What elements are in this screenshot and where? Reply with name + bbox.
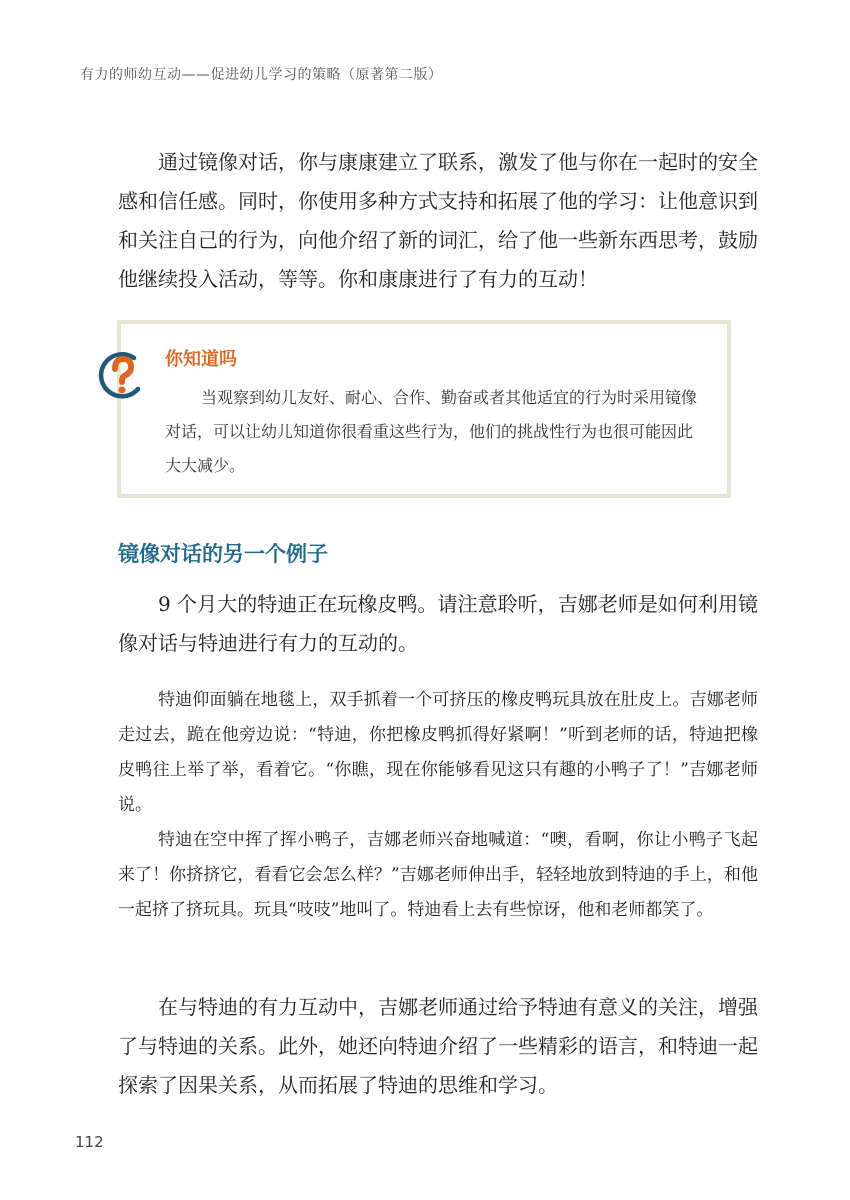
- question-mark-icon: [98, 349, 146, 403]
- callout-title: 你知道吗: [165, 349, 237, 370]
- story-paragraph: 特迪仰面躺在地毯上，双手抓着一个可挤压的橡皮鸭玩具放在肚皮上。吉娜老师走过去，跪在他旁边说：“特迪，你把橡皮鸭抓得好紧啊！”听到老师的话，特迪把橡皮鸭往上举了举，看着它。“你瞧，现在你能够看见这只有趣的小鸭子了！”吉娜老师说。: [118, 690, 758, 815]
- page-number: 112: [75, 1133, 104, 1151]
- running-header: 有力的师幼互动——促进幼儿学习的策略（原著第二版）: [80, 67, 443, 83]
- body-paragraph: 通过镜像对话，你与康康建立了联系，激发了他与你在一起时的安全感和信任感。同时，你使用多种方式支持和拓展了他的学习：让他意识到和关注自己的行为，向他介绍了新的词汇，给了他一些新东西思考，鼓励他继续投入活动，等等。你和康康进行了有力的互动！: [118, 150, 758, 291]
- section-heading: 镜像对话的另一个例子: [118, 542, 328, 566]
- story-paragraph: 特迪在空中挥了挥小鸭子，吉娜老师兴奋地喊道：“噢，看啊，你让小鸭子飞起来了！你挤挤它，看看它会怎么样？”吉娜老师伸出手，轻轻地放到特迪的手上，和他一起挤了挤玩具。玩具“吱吱”地叫了。特迪看上去有些惊讶，他和老师都笑了。: [118, 830, 758, 920]
- callout-body: 当观察到幼儿友好、耐心、合作、勤奋或者其他适宜的行为时采用镜像对话，可以让幼儿知道你很看重这些行为，他们的挑战性行为也很可能因此大大减少。: [165, 388, 698, 475]
- body-paragraph: 在与特迪的有力互动中，吉娜老师通过给予特迪有意义的关注，增强了与特迪的关系。此外，她还向特迪介绍了一些精彩的语言，和特迪一起探索了因果关系，从而拓展了特迪的思维和学习。: [118, 995, 758, 1097]
- body-paragraph: 9 个月大的特迪正在玩橡皮鸭。请注意聆听，吉娜老师是如何利用镜像对话与特迪进行有力的互动的。: [118, 592, 758, 655]
